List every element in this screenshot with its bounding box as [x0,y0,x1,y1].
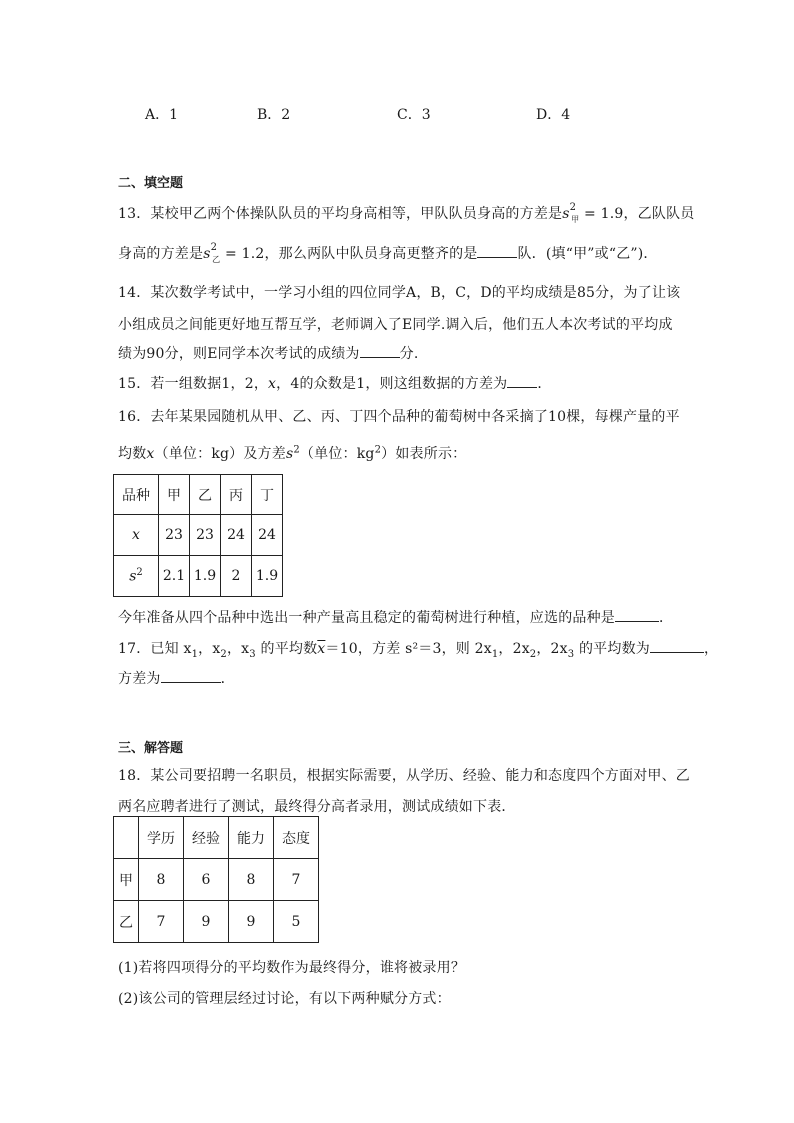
table-cell: x [114,515,159,556]
table-header-row [114,475,283,515]
question-18-part-2: (2)该公司的管理层经过讨论，有以下两种赋分方式： [118,991,451,1007]
table-row [114,901,319,943]
question-16-after: 今年准备从四个品种中选出一种产量高且稳定的葡萄树进行种植，应选的品种是 ． [118,607,673,627]
applicant-score-table [113,816,319,943]
table-row [114,515,283,556]
table-cell: 甲 [114,859,139,901]
question-17-line-1: 17．已知 $x_1$，$x_2$，$x_3$ 的平均数$\overline{x}=10$，方差 s²＝3，则 $2x_1$，$2x_2$，$2x_3$ 的平均数为 ， [118,638,718,660]
table-cell: 甲 [159,475,190,515]
option-b: B．2 [257,107,291,123]
question-16-line-2: 均数x（单位：kg）及方差$s^2$（单位：$kg^2$）如表所示： [118,444,467,462]
answer-blank [161,668,221,683]
table-cell: 24 [221,515,252,556]
table-cell: 9 [184,901,229,943]
option-c: C．3 [397,107,431,123]
table-cell: 丙 [221,475,252,515]
q13-text: 13．某校甲乙两个体操队队员的平均身高相等，甲队队员身高的方差是 [118,206,563,222]
q13-s-jia: $s^2_甲 = 1.9$ [562,202,624,224]
answer-blank [650,638,704,653]
table-cell: 1.9 [252,556,283,597]
table-cell: 9 [229,901,274,943]
table-cell: 品种 [114,475,159,515]
option-d: D．4 [536,107,571,123]
table-cell: 学历 [139,817,184,859]
table-cell: $s^2$ [114,556,159,597]
table-row [114,859,319,901]
question-18-line-2: 两名应聘者进行了测试，最终得分高者录用，测试成绩如下表． [118,799,516,815]
table-cell: 24 [252,515,283,556]
answer-blank [615,607,659,622]
question-16-line-1: 16．去年某果园随机从甲、乙、丙、丁四个品种的葡萄树中各采摘了10棵，每棵产量的平 [118,409,680,425]
question-13-line-2: 身高的方差是$s^2_乙 = 1.2$，那么两队中队员身高更整齐的是 队．(填“甲”或“乙”)． [118,242,658,264]
table-cell [114,817,139,859]
option-a: A．1 [145,107,179,123]
table-row [114,556,283,597]
q13-s-yi: $s^2_乙 = 1.2$ [203,242,265,264]
question-18-line-1: 18．某公司要招聘一名职员，根据实际需要，从学历、经验、能力和态度四个方面对甲、乙 [118,768,691,784]
table-cell: 乙 [114,901,139,943]
question-14-line-1: 14．某次数学考试中，一学习小组的四位同学A，B，C，D的平均成绩是85分，为了让该 [118,285,681,301]
table-cell: 8 [229,859,274,901]
question-14-line-2: 小组成员之间能更好地互帮互学，老师调入了E同学.调入后，他们五人本次考试的平均成 [118,317,673,333]
table-cell: 2 [221,556,252,597]
table-cell: 乙 [190,475,221,515]
table-cell: 丁 [252,475,283,515]
table-cell: 23 [159,515,190,556]
table-cell: 6 [184,859,229,901]
table-cell: 5 [274,901,319,943]
table-cell: 23 [190,515,221,556]
table-cell: 1.9 [190,556,221,597]
table-cell: 经验 [184,817,229,859]
question-15: 15．若一组数据1，2，x，4的众数是1，则这组数据的方差为 ． [118,373,552,393]
table-cell: 2.1 [159,556,190,597]
table-header-row [114,817,319,859]
question-13-line-1: 13．某校甲乙两个体操队队员的平均身高相等，甲队队员身高的方差是$s^2_甲 = 1.9$，乙队队员 [118,202,695,224]
section-title-fill-blank: 二、填空题 [118,176,184,191]
table-cell: 7 [274,859,319,901]
table-cell: 态度 [274,817,319,859]
answer-blank [477,243,517,258]
section-title-answer: 三、解答题 [118,741,184,756]
question-18-part-1: (1)若将四项得分的平均数作为最终得分，谁将被录用？ [118,960,466,976]
question-17-line-2: 方差为 ． [118,668,235,688]
answer-blank [507,373,537,388]
table-cell: 能力 [229,817,274,859]
table-cell: 8 [139,859,184,901]
question-14-line-3: 绩为90分，则E同学本次考试的成绩为 分. [118,343,419,363]
table-cell: 7 [139,901,184,943]
variety-table [113,474,283,597]
answer-blank [360,343,400,358]
